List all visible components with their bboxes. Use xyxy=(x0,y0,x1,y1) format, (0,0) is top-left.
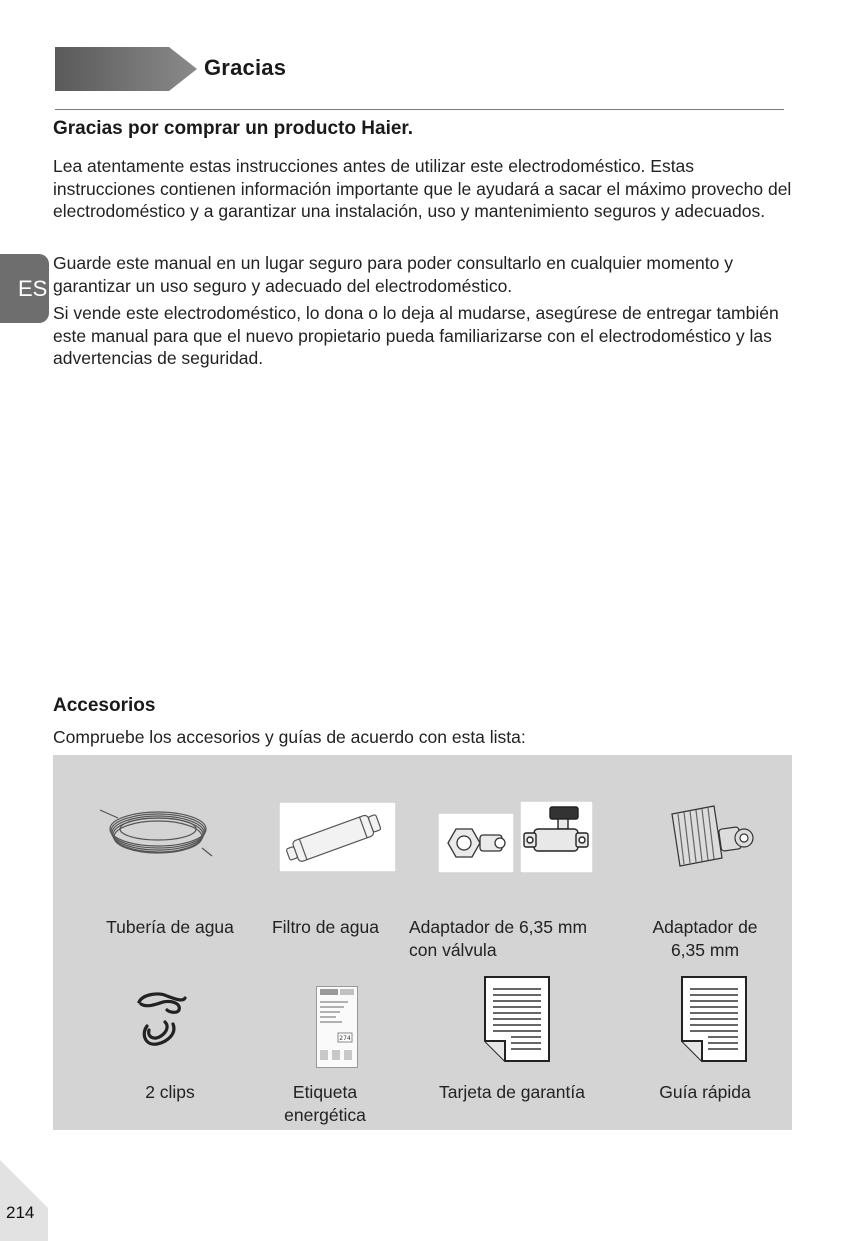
accessories-intro: Compruebe los accesorios y guías de acuerdo con esta lista: xyxy=(53,727,526,747)
thanks-heading: Gracias por comprar un producto Haier. xyxy=(53,118,414,139)
item-label-adapter-valve-line1: Adaptador de 6,35 mm xyxy=(409,917,588,937)
intro-paragraph-2: Guarde este manual en un lugar seguro para poder consultarlo en cualquier momento y garantizar un uso seguro y adecuado del electrodoméstico. xyxy=(53,253,733,296)
intro-paragraph-3: Si vende este electrodoméstico, lo dona o lo deja al mudarse, asegúrese de entregar también este manual para que el nuevo propietario pueda familiarizarse con el electrodoméstico y las advertencias de seguridad. xyxy=(53,303,779,368)
adapter-icon xyxy=(662,800,757,872)
item-label-warranty: Tarjeta de garantía xyxy=(439,1082,585,1102)
header-divider xyxy=(55,109,784,110)
quick-guide-icon xyxy=(680,975,750,1063)
clips-icon xyxy=(133,990,193,1052)
energy-label-icon xyxy=(316,986,358,1068)
item-label-quick-guide: Guía rápida xyxy=(659,1082,751,1102)
item-label-adapter-valve-line2: con válvula xyxy=(409,940,497,960)
item-label-adapter-line1: Adaptador de xyxy=(652,917,758,937)
item-label-energy-line2: energética xyxy=(284,1105,366,1125)
warranty-card-icon xyxy=(483,975,553,1063)
item-label-water-pipe: Tubería de agua xyxy=(106,917,234,937)
page-corner xyxy=(0,1160,80,1241)
water-pipe-coil-icon xyxy=(98,796,216,860)
accessories-heading: Accesorios xyxy=(53,695,156,716)
energy-label-value: 274 xyxy=(339,1035,351,1042)
item-label-clips: 2 clips xyxy=(145,1082,195,1102)
item-label-adapter-line2: 6,35 mm xyxy=(670,940,740,960)
water-filter-icon xyxy=(279,802,396,872)
item-label-energy-line1: Etiqueta xyxy=(292,1082,358,1102)
valve-icon xyxy=(520,801,593,873)
page-number: 214 xyxy=(6,1203,35,1222)
section-title: Gracias xyxy=(204,55,287,80)
adapter-nut-icon xyxy=(438,813,514,873)
intro-paragraph-1: Lea atentamente estas instrucciones antes de utilizar este electrodoméstico. Estas instrucciones contienen información importante que le ayudará a sacar el máximo provecho del electrodoméstico y a garantizar una instalación, uso y mantenimiento seguros y adecuados. xyxy=(53,156,792,221)
language-tab-label: ES xyxy=(18,276,48,301)
item-label-water-filter: Filtro de agua xyxy=(271,917,379,937)
section-arrow-tab xyxy=(55,47,197,91)
